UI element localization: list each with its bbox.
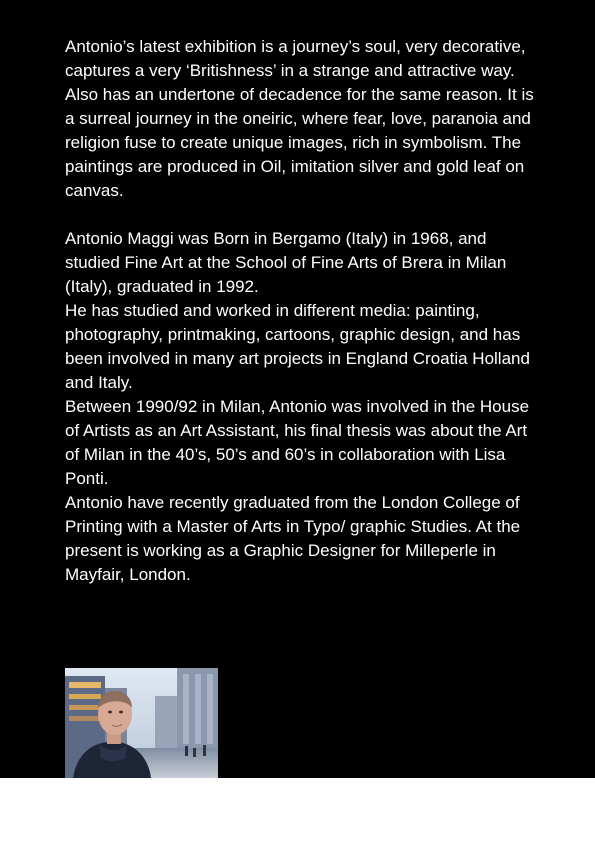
media-paragraph: He has studied and worked in different media: painting, photography, printmaking, cartoons, graphic design, and has been involved in many art projects in England Croatia Holland and Italy. [65,301,530,392]
portrait-photo-drawing [65,668,218,778]
graduation-paragraph: Antonio have recently graduated from the London College of Printing with a Master of Arts in Typo/ graphic Studies. At the present is working as a Graphic Designer for Milleperle in Mayfair, London. [65,493,521,584]
portrait-photo [65,668,218,778]
birth-paragraph: Antonio Maggi was Born in Bergamo (Italy) in 1968, and studied Fine Art at the School of Fine Arts of Brera in Milan (Italy), graduated in 1992. [65,229,507,296]
bio-text [65,35,535,587]
milan-paragraph: Between 1990/92 in Milan, Antonio was involved in the House of Artists as an Art Assistant, his final thesis was about the Art of Milan in the 40’s, 50’s and 60’s in collaboration with Lisa Ponti. [65,397,530,488]
exhibition-paragraph: Antonio’s latest exhibition is a journey’s soul, very decorative, captures a very ‘Britishness’ in a strange and attractive way. Also has an undertone of decadence for the same reason. It is a surreal journey in the oneiric, where fear, love, paranoia and religion fuse to create unique images, rich in symbolism. The paintings are produced in Oil, imitation silver and gold leaf on canvas. [65,37,534,200]
